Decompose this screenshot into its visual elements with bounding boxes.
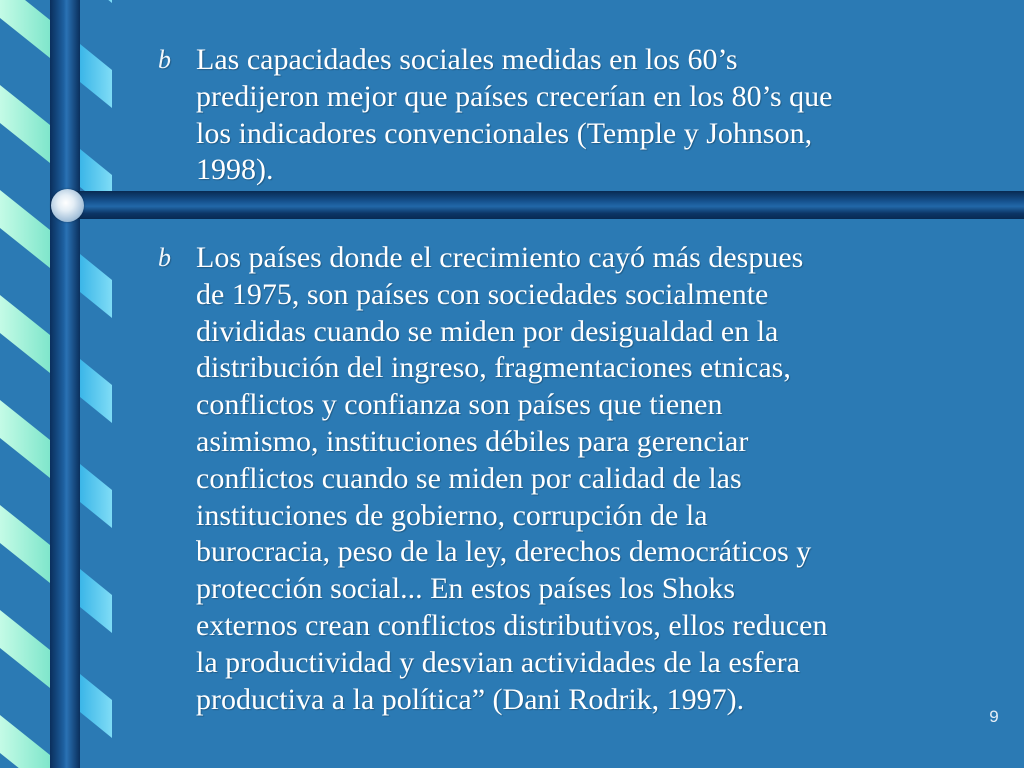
paragraph-2-line: asimismo, instituciones débiles para gerenciar [196, 424, 749, 458]
paragraph-1-line: Las capacidades sociales medidas en los 60’s [196, 43, 738, 76]
paragraph-2-line: burocracia, peso de la ley, derechos democráticos y [196, 535, 812, 569]
page-number: 9 [989, 707, 999, 726]
ribbon-pole [50, 0, 80, 768]
paragraph-2-line: conflictos cuando se miden por calidad de las [196, 461, 742, 495]
paragraph-1-line: los indicadores convencionales (Temple y Johnson, [196, 116, 813, 150]
paragraph-2-line: productiva a la política” (Dani Rodrik, 1997). [196, 682, 745, 716]
bullet-symbol: b [158, 45, 171, 74]
paragraph-2-line: conflictos y confianza son países que tienen [196, 388, 723, 422]
paragraph-2-line: de 1975, son países con sociedades socialmente [196, 277, 769, 311]
bullet-paragraph-2 [196, 240, 827, 718]
paragraph-2-line: protección social... En estos países los Shoks [196, 572, 736, 606]
sphere-knob-icon [51, 189, 84, 222]
paragraph-1-line: 1998). [196, 153, 274, 187]
paragraph-2-line: distribución del ingreso, fragmentaciones etnicas, [196, 351, 791, 385]
paragraph-2-line: la productividad y desvian actividades de la esfera [196, 645, 800, 679]
bullet-paragraph-1 [196, 42, 832, 189]
bullet-symbol: b [158, 243, 171, 272]
paragraph-2-line: divididas cuando se miden por desigualdad en la [196, 314, 779, 348]
paragraph-2-line: instituciones de gobierno, corrupción de la [196, 498, 708, 532]
paragraph-2-line: externos crean conflictos distributivos, ellos reducen [196, 608, 828, 642]
paragraph-1-line: predijeron mejor que países crecerían en los 80’s que [196, 79, 833, 113]
paragraph-2-line: Los países donde el crecimiento cayó más despues [196, 241, 804, 274]
divider-bar [60, 191, 1024, 219]
